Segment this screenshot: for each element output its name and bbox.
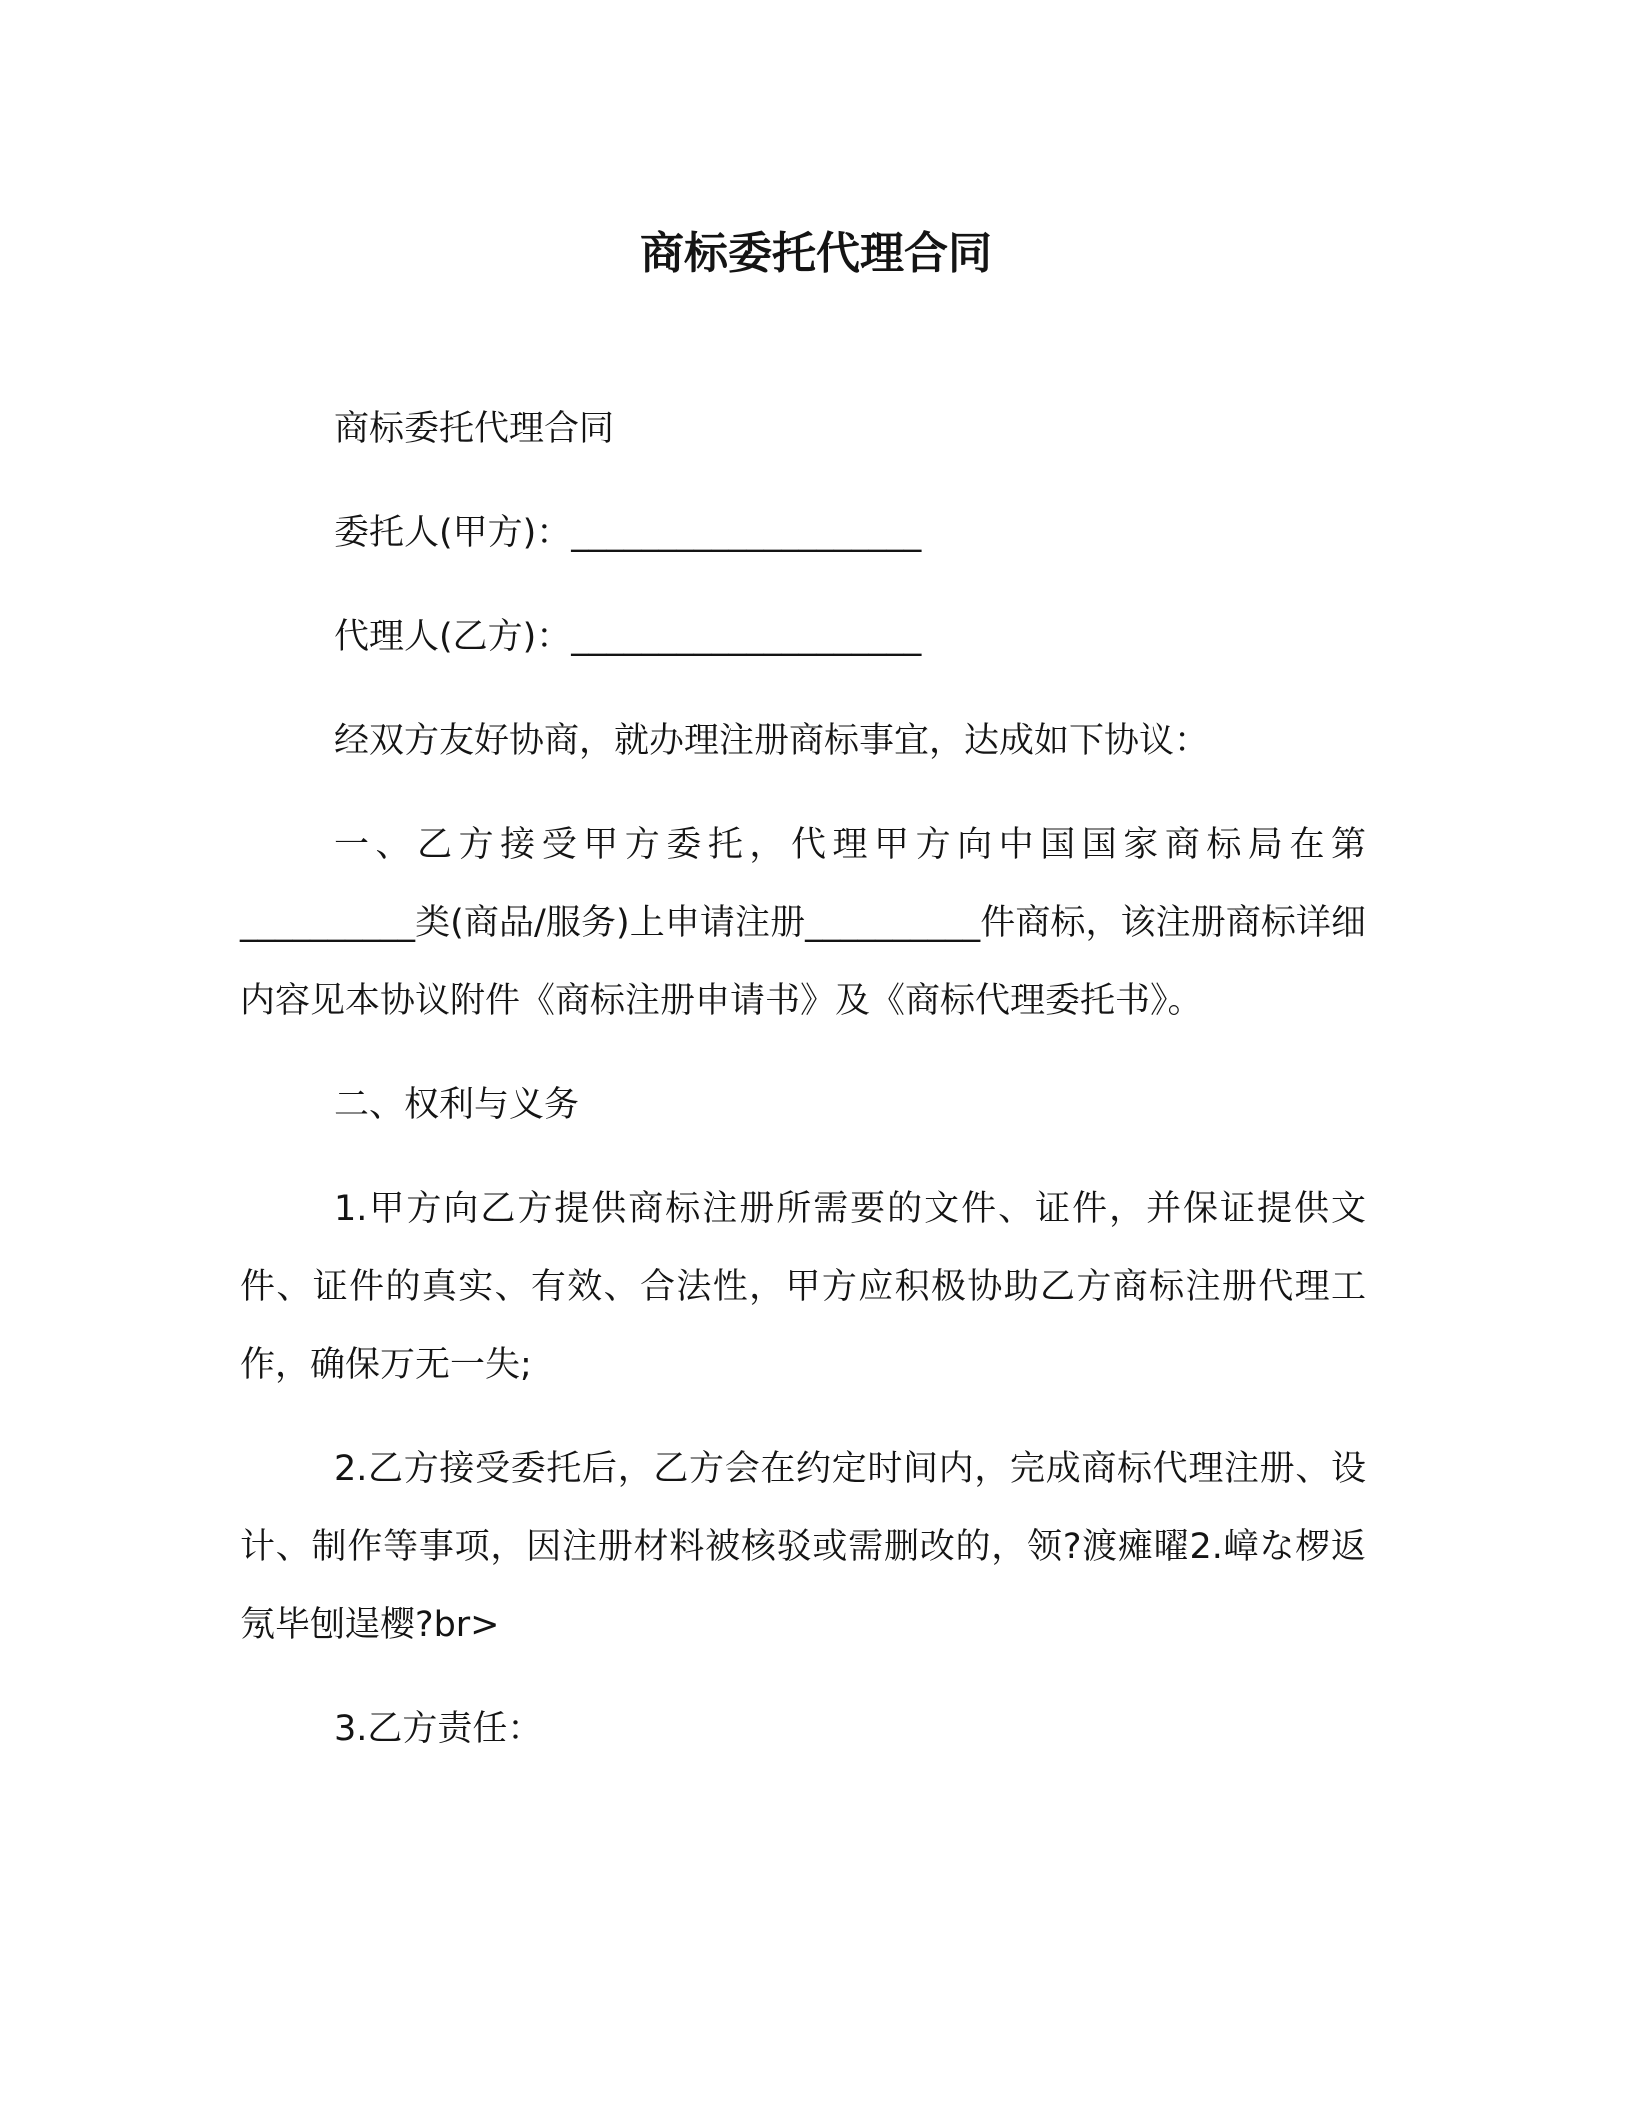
paragraph-item-3: 3.乙方责任： [334,1709,543,1749]
document-body [240,390,1366,1794]
paragraph-principal: 委托人(甲方)：____________________ [334,513,922,553]
paragraph-item-2: 2.乙方接受委托后，乙方会在约定时间内，完成商标代理注册、设计、制作等事项，因注册材料被核驳或需删改的，领?渡瘫曜2.嶂な椤返氖毕刨逞樱?br> [240,1449,1366,1645]
paragraph-preamble: 经双方友好协商，就办理注册商标事宜，达成如下协议： [334,721,1210,761]
paragraph-section-2-heading: 二、权利与义务 [334,1085,580,1125]
paragraph-clause-1: 一、乙方接受甲方委托，代理甲方向中国国家商标局在第__________类(商品/服务)上申请注册__________件商标，该注册商标详细内容见本协议附件《商标注册申请书》及《商标代理委托书》。 [240,825,1366,1021]
paragraph-item-1: 1.甲方向乙方提供商标注册所需要的文件、证件，并保证提供文件、证件的真实、有效、合法性，甲方应积极协助乙方商标注册代理工作，确保万无一失; [240,1189,1366,1385]
paragraph-agent: 代理人(乙方)：____________________ [334,617,922,657]
document-title: 商标委托代理合同 [640,228,992,279]
paragraph-heading: 商标委托代理合同 [334,409,615,449]
